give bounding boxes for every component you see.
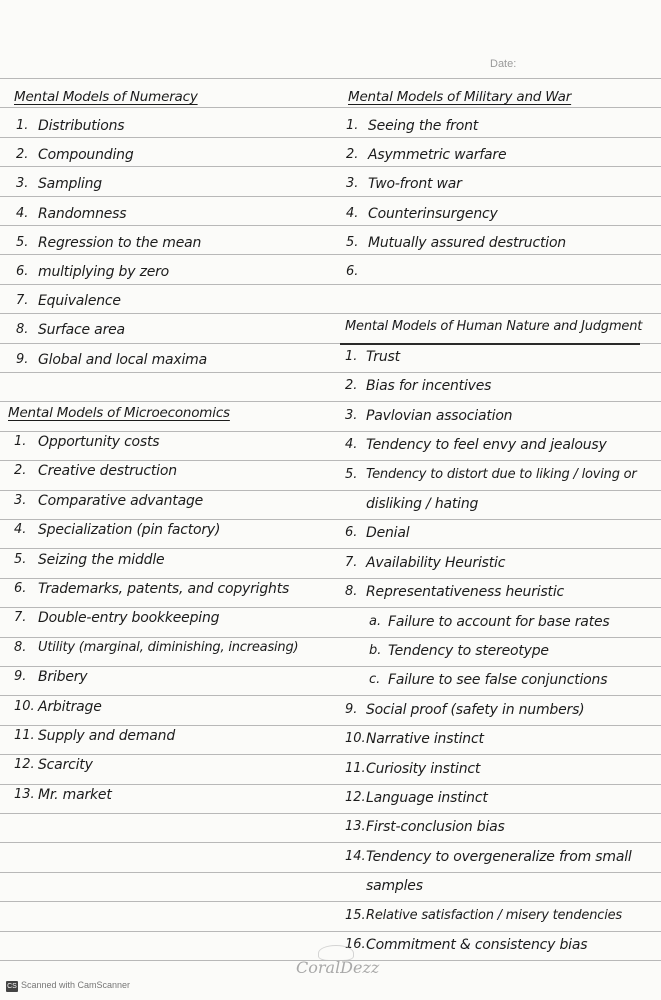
item-number: 6. — [346, 264, 359, 279]
list-item: Seizing the middle — [38, 551, 165, 568]
item-number: 3. — [16, 176, 29, 192]
item-number: 8. — [16, 322, 29, 338]
item-number: 3. — [345, 407, 358, 423]
list-item: Tendency to stereotype — [388, 643, 549, 659]
list-item: Curiosity instinct — [366, 760, 481, 777]
heading-numeracy: Mental Models of Numeracy — [14, 89, 198, 105]
item-number: 3. — [14, 492, 27, 508]
item-number: 4. — [16, 205, 29, 221]
item-number: 1. — [14, 434, 27, 449]
item-number: 2. — [16, 147, 29, 163]
item-number: 2. — [346, 147, 359, 163]
list-item: Relative satisfaction / misery tendencies — [366, 907, 622, 923]
item-number: 16. — [345, 937, 366, 952]
ruled-line — [0, 254, 661, 255]
item-number: 3. — [346, 176, 359, 192]
list-item: Counterinsurgency — [368, 205, 498, 222]
list-item: Comparative advantage — [38, 492, 204, 509]
list-item: Bias for incentives — [366, 378, 492, 395]
ruled-line — [0, 637, 661, 638]
list-item: Language instinct — [366, 790, 488, 806]
item-number: 8. — [14, 639, 27, 655]
list-item: Narrative instinct — [366, 731, 484, 748]
list-item: Asymmetric warfare — [368, 147, 507, 164]
list-item: Two-front war — [368, 176, 462, 193]
item-number: 9. — [14, 669, 27, 685]
list-item: samples — [366, 878, 423, 895]
item-number: 11. — [14, 728, 35, 743]
item-number: 9. — [345, 701, 358, 717]
item-number: 1. — [346, 118, 359, 133]
item-number: 5. — [346, 234, 359, 250]
list-item: Supply and demand — [38, 728, 176, 744]
ruled-line — [0, 137, 661, 138]
item-number: 14. — [345, 848, 366, 864]
list-item: Bribery — [38, 669, 88, 686]
list-item: Specialization (pin factory) — [38, 522, 221, 539]
list-item: disliking / hating — [366, 496, 479, 512]
list-item: Failure to see false conjunctions — [388, 672, 608, 689]
item-number: 13. — [14, 786, 35, 802]
ruled-line — [0, 519, 661, 520]
list-item: Distributions — [38, 118, 125, 134]
list-item: Commitment & consistency bias — [366, 937, 588, 953]
list-item: Sampling — [38, 176, 102, 193]
ruled-line — [0, 784, 661, 785]
heading-human-nature: Mental Models of Human Nature and Judgment — [345, 319, 643, 334]
item-number: 7. — [14, 610, 27, 626]
ruled-line — [0, 431, 661, 432]
item-number: 12. — [345, 790, 366, 805]
list-item: Pavlovian association — [366, 407, 513, 424]
ruled-line — [0, 196, 661, 197]
item-number: 2. — [14, 463, 27, 479]
item-number: 7. — [345, 554, 358, 570]
list-item: Regression to the mean — [38, 234, 202, 251]
ruled-line — [0, 754, 661, 755]
date-label: Date: — [490, 58, 517, 70]
heading-microeconomics: Mental Models of Microeconomics — [8, 405, 230, 421]
item-number: 2. — [345, 378, 358, 394]
list-item: Trademarks, patents, and copyrights — [38, 581, 290, 597]
ruled-line — [0, 372, 661, 373]
ruled-line — [0, 813, 661, 814]
ruled-line — [0, 607, 661, 608]
ruled-line — [0, 166, 661, 167]
ruled-line — [0, 548, 661, 549]
list-item: multiplying by zero — [38, 264, 170, 280]
list-item: First-conclusion bias — [366, 819, 505, 836]
ruled-line — [0, 107, 661, 108]
list-item: Compounding — [38, 147, 134, 164]
scanner-footer — [6, 980, 130, 992]
heading-underline — [340, 343, 640, 345]
item-number: 13. — [345, 819, 366, 835]
list-item: Opportunity costs — [38, 434, 160, 450]
item-number: 15. — [345, 907, 366, 923]
item-number: 7. — [16, 293, 29, 309]
ruled-line — [0, 842, 661, 843]
item-number: 6. — [16, 264, 29, 279]
watermark: CoralDezz — [296, 958, 380, 977]
ruled-line — [0, 695, 661, 696]
item-number: 4. — [345, 437, 358, 453]
list-item: Creative destruction — [38, 463, 177, 480]
item-number: 9. — [16, 351, 29, 367]
list-item: Global and local maxima — [38, 351, 207, 368]
list-item: Trust — [366, 349, 400, 365]
item-number: b. — [369, 643, 382, 658]
list-item: Equivalence — [38, 293, 121, 310]
ruled-line — [0, 225, 661, 226]
list-item: Utility (marginal, diminishing, increasing) — [38, 639, 299, 655]
list-item: Tendency to feel envy and jealousy — [366, 437, 607, 454]
list-item: Double-entry bookkeeping — [38, 610, 220, 627]
item-number: 10. — [14, 698, 35, 714]
list-item: Randomness — [38, 205, 127, 222]
ruled-line — [0, 284, 661, 285]
ruled-line — [0, 872, 661, 873]
item-number: 5. — [14, 551, 27, 567]
ruled-line — [0, 666, 661, 667]
list-item: Tendency to overgeneralize from small — [366, 848, 632, 865]
ruled-line — [0, 313, 661, 314]
ruled-line — [0, 78, 661, 79]
item-number: 6. — [14, 581, 27, 596]
ruled-line — [0, 490, 661, 491]
scanner-text: Scanned with CamScanner — [21, 980, 131, 990]
item-number: 5. — [16, 234, 29, 250]
list-item: Failure to account for base rates — [388, 613, 610, 630]
item-number: 6. — [345, 525, 358, 541]
item-number: 8. — [345, 584, 358, 600]
list-item: Mutually assured destruction — [368, 234, 566, 251]
ruled-line — [0, 401, 661, 402]
ruled-line — [0, 578, 661, 579]
item-number: 5. — [345, 466, 358, 482]
list-item: Tendency to distort due to liking / loving or — [366, 466, 637, 482]
list-item: Seeing the front — [368, 118, 479, 134]
list-item: Social proof (safety in numbers) — [366, 701, 585, 718]
item-number: 1. — [16, 118, 29, 133]
item-number: c. — [369, 672, 381, 688]
item-number: 4. — [346, 205, 359, 221]
item-number: 10. — [345, 731, 366, 747]
item-number: 1. — [345, 349, 358, 364]
list-item: Scarcity — [38, 757, 93, 774]
ruled-line — [0, 460, 661, 461]
ruled-line — [0, 901, 661, 902]
ruled-line — [0, 725, 661, 726]
list-item: Arbitrage — [38, 698, 102, 715]
list-item: Surface area — [38, 322, 125, 339]
item-number: a. — [369, 613, 382, 629]
item-number: 4. — [14, 522, 27, 538]
ruled-line — [0, 931, 661, 932]
list-item: Denial — [366, 525, 410, 542]
camscanner-icon: CS — [7, 983, 17, 990]
list-item: Mr. market — [38, 786, 112, 803]
heading-military: Mental Models of Military and War — [348, 89, 572, 105]
list-item: Representativeness heuristic — [366, 584, 565, 601]
item-number: 12. — [14, 757, 35, 773]
item-number: 11. — [345, 760, 366, 776]
list-item: Availability Heuristic — [366, 554, 506, 571]
